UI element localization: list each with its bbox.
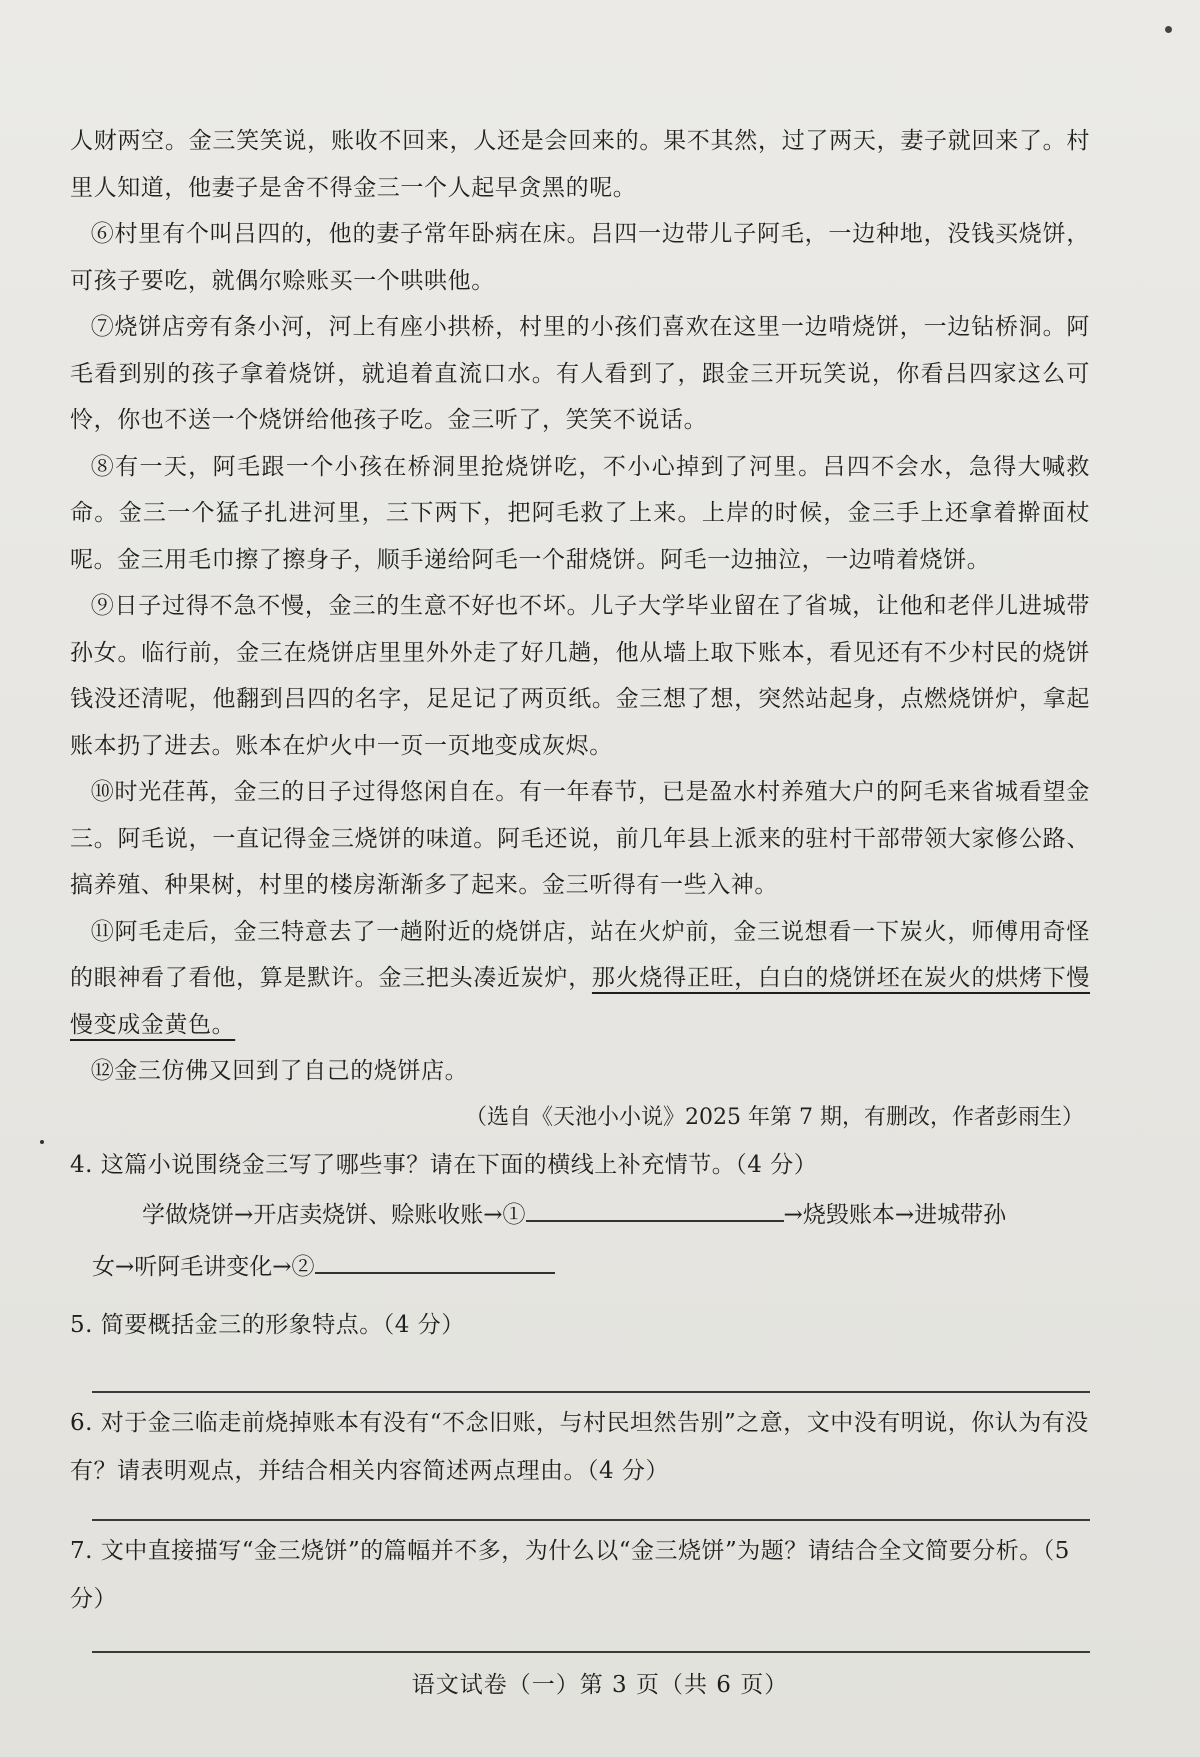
q4-answer-blank-1[interactable] bbox=[526, 1192, 784, 1222]
story-paragraph-12: ⑫金三仿佛又回到了自己的烧饼店。 bbox=[90, 1058, 469, 1084]
q6-answer-line[interactable] bbox=[92, 1519, 1090, 1521]
q5-answer-line[interactable] bbox=[92, 1391, 1090, 1393]
q4-plot-flow-line-1 bbox=[70, 1189, 1090, 1241]
underlined-sentence: 那火烧得正旺，白白的烧饼坯在炭火的烘烤下慢慢变成金黄色。 bbox=[70, 965, 1090, 1038]
q4-plot-flow-line-2 bbox=[70, 1241, 1090, 1293]
story-paragraph-7: ⑦烧饼店旁有条小河，河上有座小拱桥，村里的小孩们喜欢在这里一边啃烧饼，一边钻桥洞。阿毛看到别的孩子拿着烧饼，就追着直流口水。有人看到了，跟金三开玩笑说，你看吕四家这么可怜，你也不送一个烧饼给他孩子吃。金三听了，笑笑不说话。 bbox=[70, 314, 1090, 433]
q4-flow-text-b: →烧毁账本→进城带孙 bbox=[783, 1201, 1007, 1228]
story-paragraph-9: ⑨日子过得不急不慢，金三的生意不好也不坏。儿子大学毕业留在了省城，让他和老伴儿进城带孙女。临行前，金三在烧饼店里里外外走了好几趟，他从墙上取下账本，看见还有不少村民的烧饼钱没还清呢，他翻到吕四的名字，足足记了两页纸。金三想了想，突然站起身，点燃烧饼炉，拿起账本扔了进去。账本在炉火中一页一页地变成灰烬。 bbox=[70, 593, 1090, 759]
page-footer: 语文试卷（一）第 3 页（共 6 页） bbox=[411, 1672, 789, 1698]
question-4: 4. 这篇小说围绕金三写了哪些事？请在下面的横线上补充情节。（4 分） bbox=[70, 1151, 818, 1178]
story-paragraph-6: ⑥村里有个叫吕四的，他的妻子常年卧病在床。吕四一边带儿子阿毛，一边种地，没钱买烧饼，可孩子要吃，就偶尔赊账买一个哄哄他。 bbox=[70, 221, 1090, 294]
story-source: （选自《天池小小说》2025 年第 7 期，有删改，作者彭雨生） bbox=[465, 1104, 1084, 1130]
q4-flow-text-c: 女→听阿毛讲变化→② bbox=[92, 1253, 315, 1280]
margin-dot bbox=[40, 1140, 44, 1144]
q7-answer-line[interactable] bbox=[92, 1651, 1090, 1653]
story-paragraph-11 bbox=[70, 909, 1090, 1049]
question-6: 6. 对于金三临走前烧掉账本有没有“不念旧账，与村民坦然告别”之意，文中没有明说，你认为有没有？请表明观点，并结合相关内容简述两点理由。（4 分） bbox=[70, 1409, 1089, 1484]
q4-answer-blank-2[interactable] bbox=[315, 1244, 555, 1274]
paragraph-11-text: ⑪阿毛走后，金三特意去了一趟附近的烧饼店，站在火炉前，金三说想看一下炭火，师傅用奇怪的眼神看了看他，算是默许。金三把头凑近炭炉， bbox=[70, 918, 1090, 991]
story-paragraph-10: ⑩时光荏苒，金三的日子过得悠闲自在。有一年春节，已是盈水村养殖大户的阿毛来省城看望金三。阿毛说，一直记得金三烧饼的味道。阿毛还说，前几年县上派来的驻村干部带领大家修公路、搞养殖、种果树，村里的楼房渐渐多了起来。金三听得有一些入神。 bbox=[70, 779, 1090, 898]
question-7: 7. 文中直接描写“金三烧饼”的篇幅并不多，为什么以“金三烧饼”为题？请结合全文简要分析。（5 分） bbox=[70, 1537, 1070, 1612]
story-paragraph-continued: 人财两空。金三笑笑说，账收不回来，人还是会回来的。果不其然，过了两天，妻子就回来了。村里人知道，他妻子是舍不得金三一个人起早贪黑的呢。 bbox=[70, 128, 1090, 201]
story-paragraph-8: ⑧有一天，阿毛跟一个小孩在桥洞里抢烧饼吃，不小心掉到了河里。吕四不会水，急得大喊救命。金三一个猛子扎进河里，三下两下，把阿毛救了上来。上岸的时候，金三手上还拿着擀面杖呢。金三用毛巾擦了擦身子，顺手递给阿毛一个甜烧饼。阿毛一边抽泣，一边啃着烧饼。 bbox=[70, 453, 1090, 573]
margin-dot bbox=[1165, 26, 1172, 33]
q4-flow-text-a: 学做烧饼→开店卖烧饼、赊账收账→① bbox=[142, 1201, 526, 1228]
question-5: 5. 简要概括金三的形象特点。（4 分） bbox=[70, 1311, 465, 1338]
